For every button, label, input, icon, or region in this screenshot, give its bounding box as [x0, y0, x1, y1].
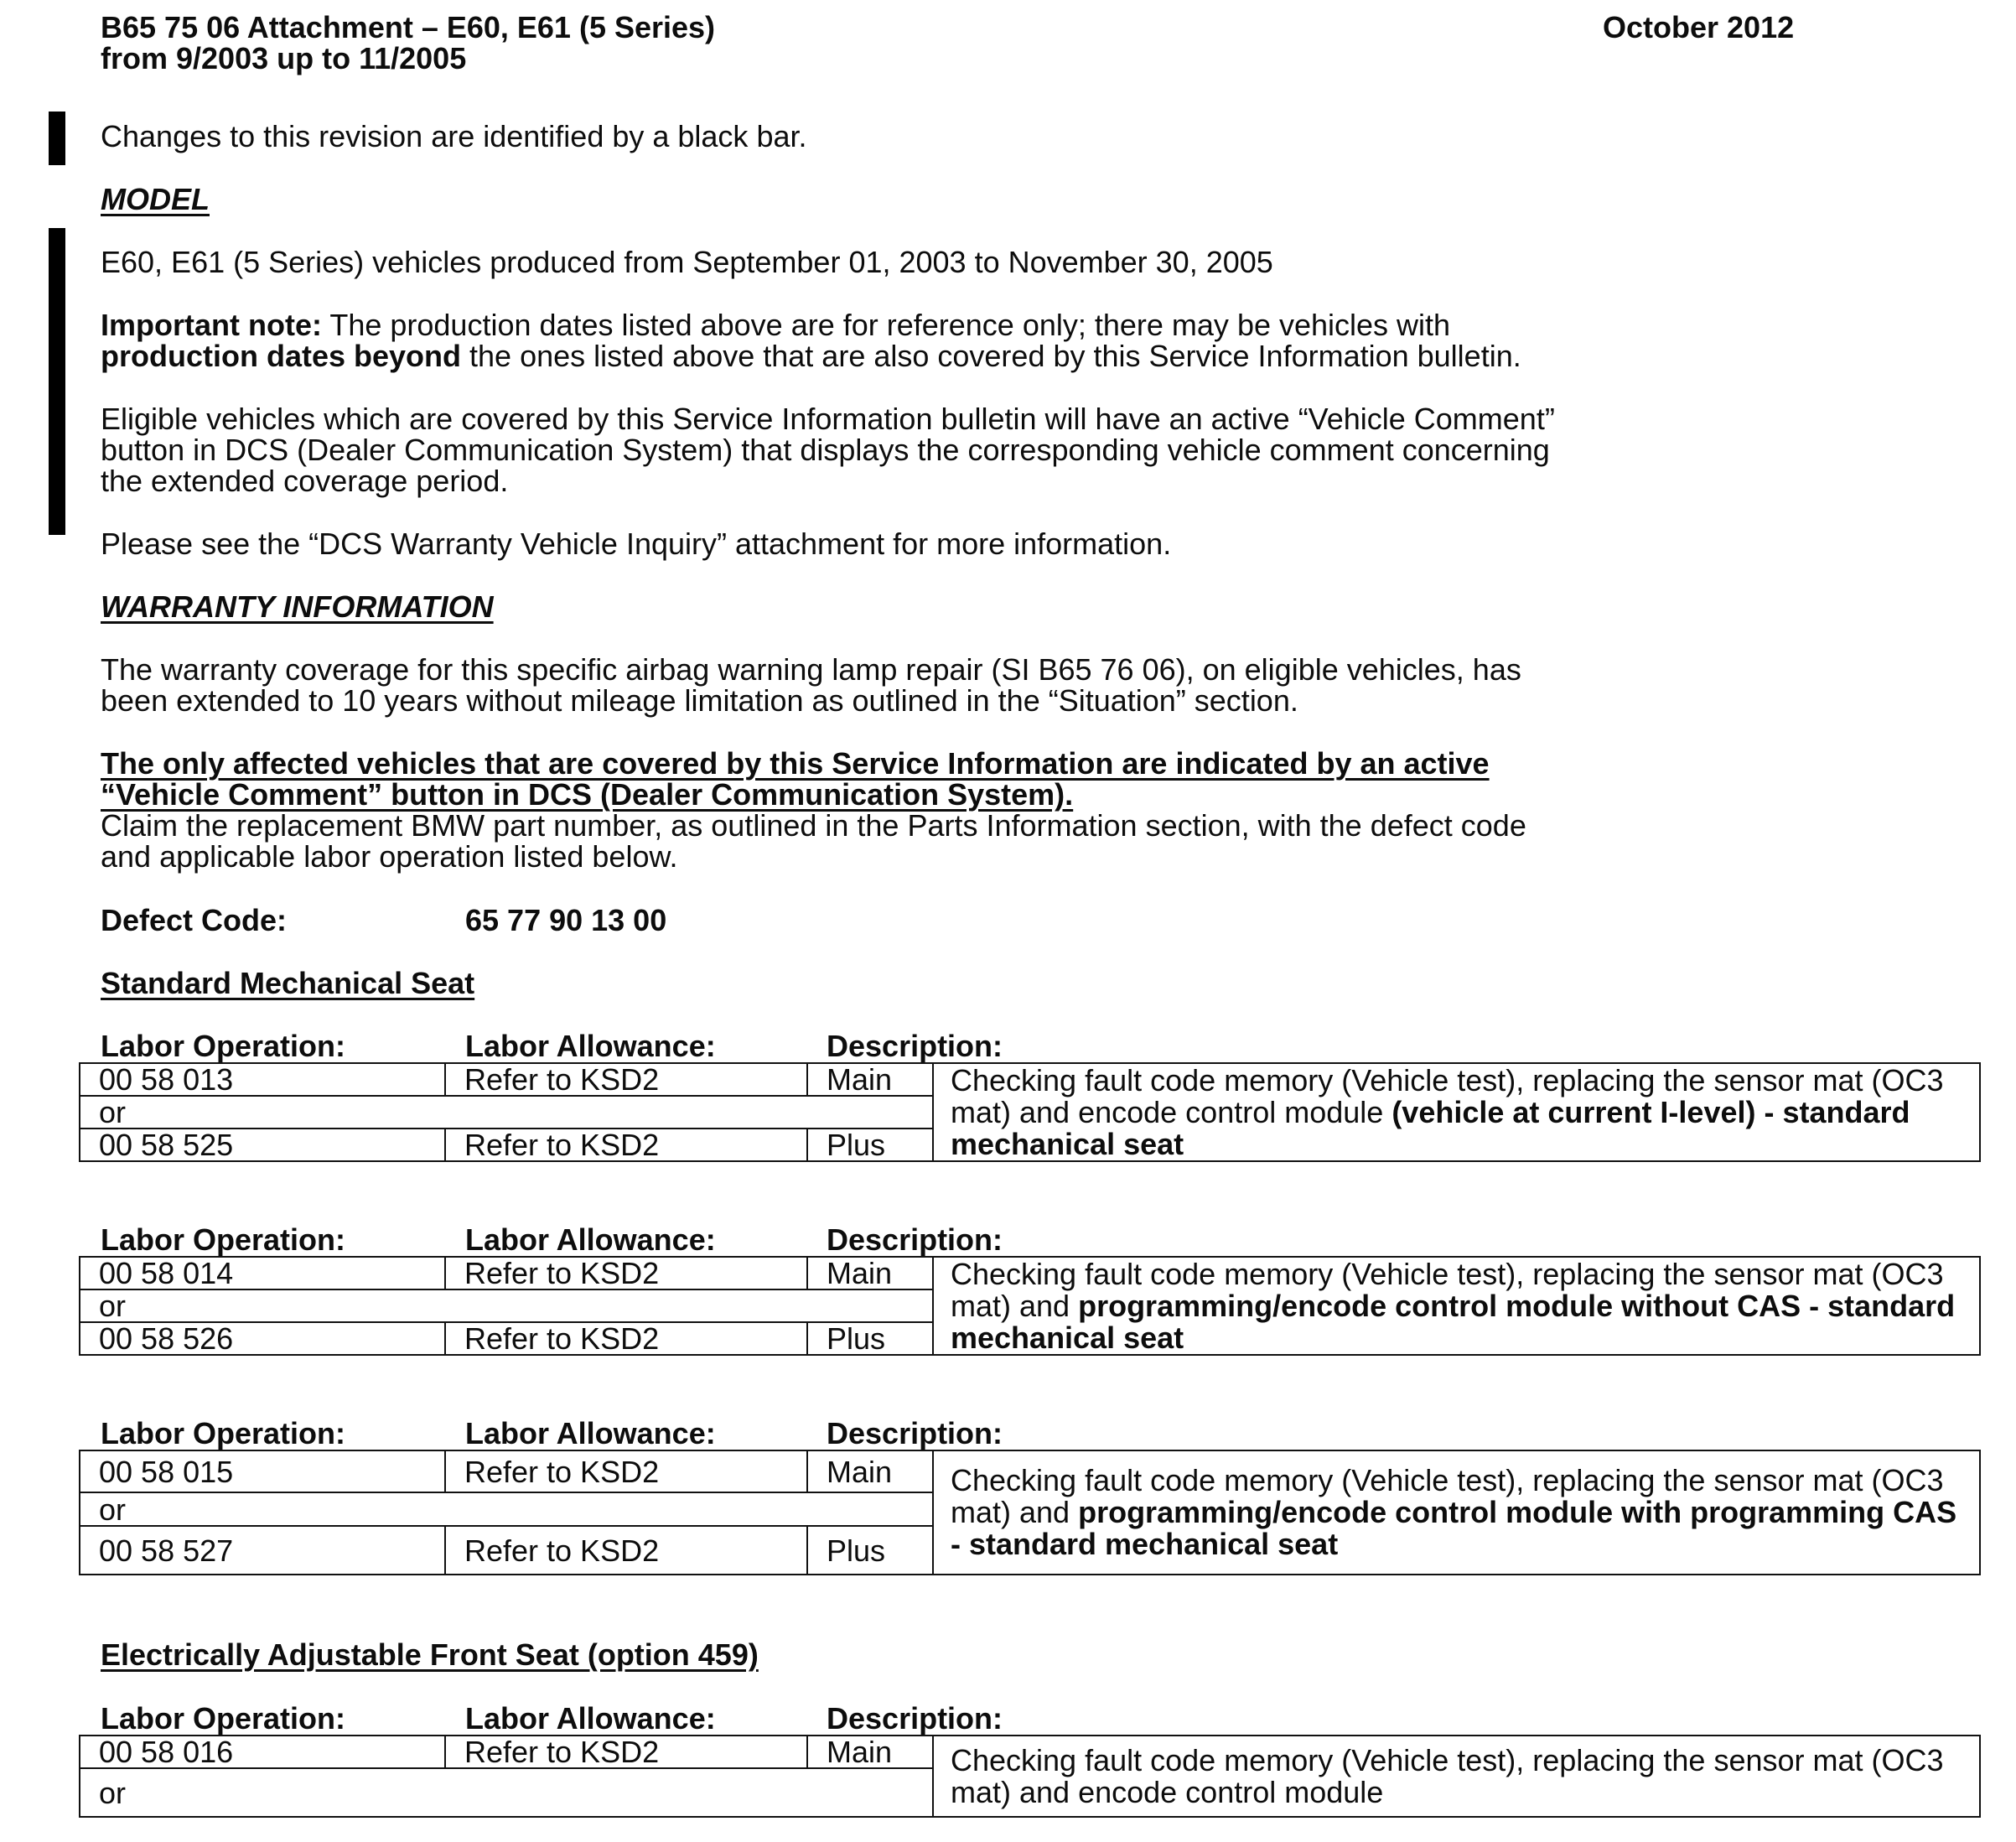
- labor-allowance-cell: Refer to KSD2: [445, 1526, 807, 1575]
- labor-allowance-cell: Refer to KSD2: [445, 1736, 807, 1768]
- labor-operation-cell: 00 58 015: [80, 1450, 445, 1492]
- affected-line-2: “Vehicle Comment” button in DCS (Dealer Communication System).: [101, 777, 1074, 812]
- labor-table: [79, 1062, 1981, 1162]
- coverage-line-2: been extended to 10 years without mileage limitation as outlined in the “Situation” section.: [101, 683, 1298, 718]
- col-header-description: Description:: [827, 1701, 1003, 1736]
- claim-line-1: Claim the replacement BMW part number, as outlined in the Parts Information section, with the defect code: [101, 808, 1526, 843]
- description-text: Checking fault code memory (Vehicle test), replacing the sensor mat (OC3 mat) and: [951, 1463, 1944, 1529]
- please-see-note: Please see the “DCS Warranty Vehicle Inquiry” attachment for more information.: [101, 527, 1172, 561]
- description-text: Checking fault code memory (Vehicle test), replacing the sensor mat (OC3 mat) and encode control module: [951, 1062, 1944, 1129]
- section-electric-seat: Electrically Adjustable Front Seat (option 459): [101, 1637, 759, 1672]
- bulletin-title: B65 75 06 Attachment – E60, E61 (5 Series): [101, 10, 716, 44]
- labor-allowance-cell: Refer to KSD2: [445, 1322, 807, 1355]
- col-header-labor-operation: Labor Operation:: [101, 1029, 346, 1063]
- important-note-line-2: [101, 340, 1521, 371]
- or-cell: or: [80, 1492, 933, 1526]
- or-cell: or: [80, 1289, 933, 1322]
- or-cell: or: [80, 1096, 933, 1129]
- or-cell: or: [80, 1768, 933, 1817]
- labor-allowance-cell: Refer to KSD2: [445, 1129, 807, 1161]
- important-note-text: the ones listed above that are also covered by this Service Information bulletin.: [461, 339, 1521, 373]
- revision-bar: [49, 228, 65, 535]
- revision-bar: [49, 112, 65, 165]
- description-bold: (vehicle at current I-level) - standard mechanical seat: [951, 1094, 1910, 1161]
- labor-type-cell: Main: [807, 1736, 933, 1768]
- description-bold: programming/encode control module without CAS - standard mechanical seat: [951, 1288, 1956, 1355]
- labor-type-cell: Main: [807, 1257, 933, 1289]
- labor-type-cell: Main: [807, 1450, 933, 1492]
- description-cell: Checking fault code memory (Vehicle test), replacing the sensor mat (OC3 mat) and encode control module: [933, 1736, 1980, 1817]
- labor-operation-cell: 00 58 014: [80, 1257, 445, 1289]
- table-row: [80, 1257, 1980, 1289]
- bulletin-subtitle: from 9/2003 up to 11/2005: [101, 41, 467, 75]
- warranty-heading: WARRANTY INFORMATION: [101, 589, 494, 624]
- labor-table: [79, 1256, 1981, 1356]
- important-note-label: Important note:: [101, 308, 322, 342]
- labor-type-cell: Main: [807, 1063, 933, 1096]
- bulletin-date: October 2012: [1603, 10, 1795, 44]
- labor-type-cell: Plus: [807, 1322, 933, 1355]
- section-standard-seat: Standard Mechanical Seat: [101, 966, 475, 1000]
- eligible-line-3: the extended coverage period.: [101, 464, 509, 498]
- model-heading: MODEL: [101, 182, 210, 216]
- col-header-description: Description:: [827, 1029, 1003, 1063]
- col-header-labor-allowance: Labor Allowance:: [465, 1029, 716, 1063]
- coverage-line-1: The warranty coverage for this specific airbag warning lamp repair (SI B65 76 06), on eligible vehicles, has: [101, 652, 1521, 687]
- description-text: Checking fault code memory (Vehicle test), replacing the sensor mat (OC3 mat) and: [951, 1256, 1944, 1323]
- defect-code-value: 65 77 90 13 00: [465, 903, 667, 937]
- labor-allowance-cell: Refer to KSD2: [445, 1450, 807, 1492]
- labor-allowance-cell: Refer to KSD2: [445, 1063, 807, 1096]
- col-header-labor-allowance: Labor Allowance:: [465, 1222, 716, 1257]
- model-vehicles: E60, E61 (5 Series) vehicles produced from September 01, 2003 to November 30, 2005: [101, 245, 1273, 279]
- labor-operation-cell: 00 58 016: [80, 1736, 445, 1768]
- description-cell: [933, 1063, 1980, 1161]
- col-header-labor-operation: Labor Operation:: [101, 1222, 346, 1257]
- defect-code-label: Defect Code:: [101, 903, 288, 937]
- labor-operation-cell: 00 58 526: [80, 1322, 445, 1355]
- col-header-description: Description:: [827, 1222, 1003, 1257]
- revision-note: Changes to this revision are identified by a black bar.: [101, 119, 807, 153]
- important-note-line-1: [101, 309, 1450, 340]
- description-cell: [933, 1450, 1980, 1575]
- labor-table: [79, 1735, 1981, 1818]
- table-row: [80, 1063, 1980, 1096]
- table-row: [80, 1450, 1980, 1492]
- description-bold: programming/encode control module with programming CAS - standard mechanical seat: [951, 1495, 1957, 1561]
- labor-allowance-cell: Refer to KSD2: [445, 1257, 807, 1289]
- labor-type-cell: Plus: [807, 1129, 933, 1161]
- affected-line-1: The only affected vehicles that are covered by this Service Information are indicated by an active: [101, 746, 1490, 781]
- labor-type-cell: Plus: [807, 1526, 933, 1575]
- table-row: [80, 1736, 1980, 1768]
- claim-line-2: and applicable labor operation listed below.: [101, 839, 678, 874]
- labor-operation-cell: 00 58 013: [80, 1063, 445, 1096]
- labor-operation-cell: 00 58 525: [80, 1129, 445, 1161]
- description-cell: [933, 1257, 1980, 1355]
- col-header-labor-operation: Labor Operation:: [101, 1701, 346, 1736]
- eligible-line-2: button in DCS (Dealer Communication System) that displays the corresponding vehicle comment concerning: [101, 433, 1550, 467]
- col-header-labor-allowance: Labor Allowance:: [465, 1701, 716, 1736]
- important-note-bold: production dates beyond: [101, 339, 462, 373]
- important-note-text: The production dates listed above are for reference only; there may be vehicles with: [321, 308, 1451, 342]
- col-header-description: Description:: [827, 1416, 1003, 1450]
- labor-operation-cell: 00 58 527: [80, 1526, 445, 1575]
- col-header-labor-allowance: Labor Allowance:: [465, 1416, 716, 1450]
- col-header-labor-operation: Labor Operation:: [101, 1416, 346, 1450]
- eligible-line-1: Eligible vehicles which are covered by this Service Information bulletin will have an active “Vehicle Comment”: [101, 402, 1555, 436]
- labor-table: [79, 1450, 1981, 1575]
